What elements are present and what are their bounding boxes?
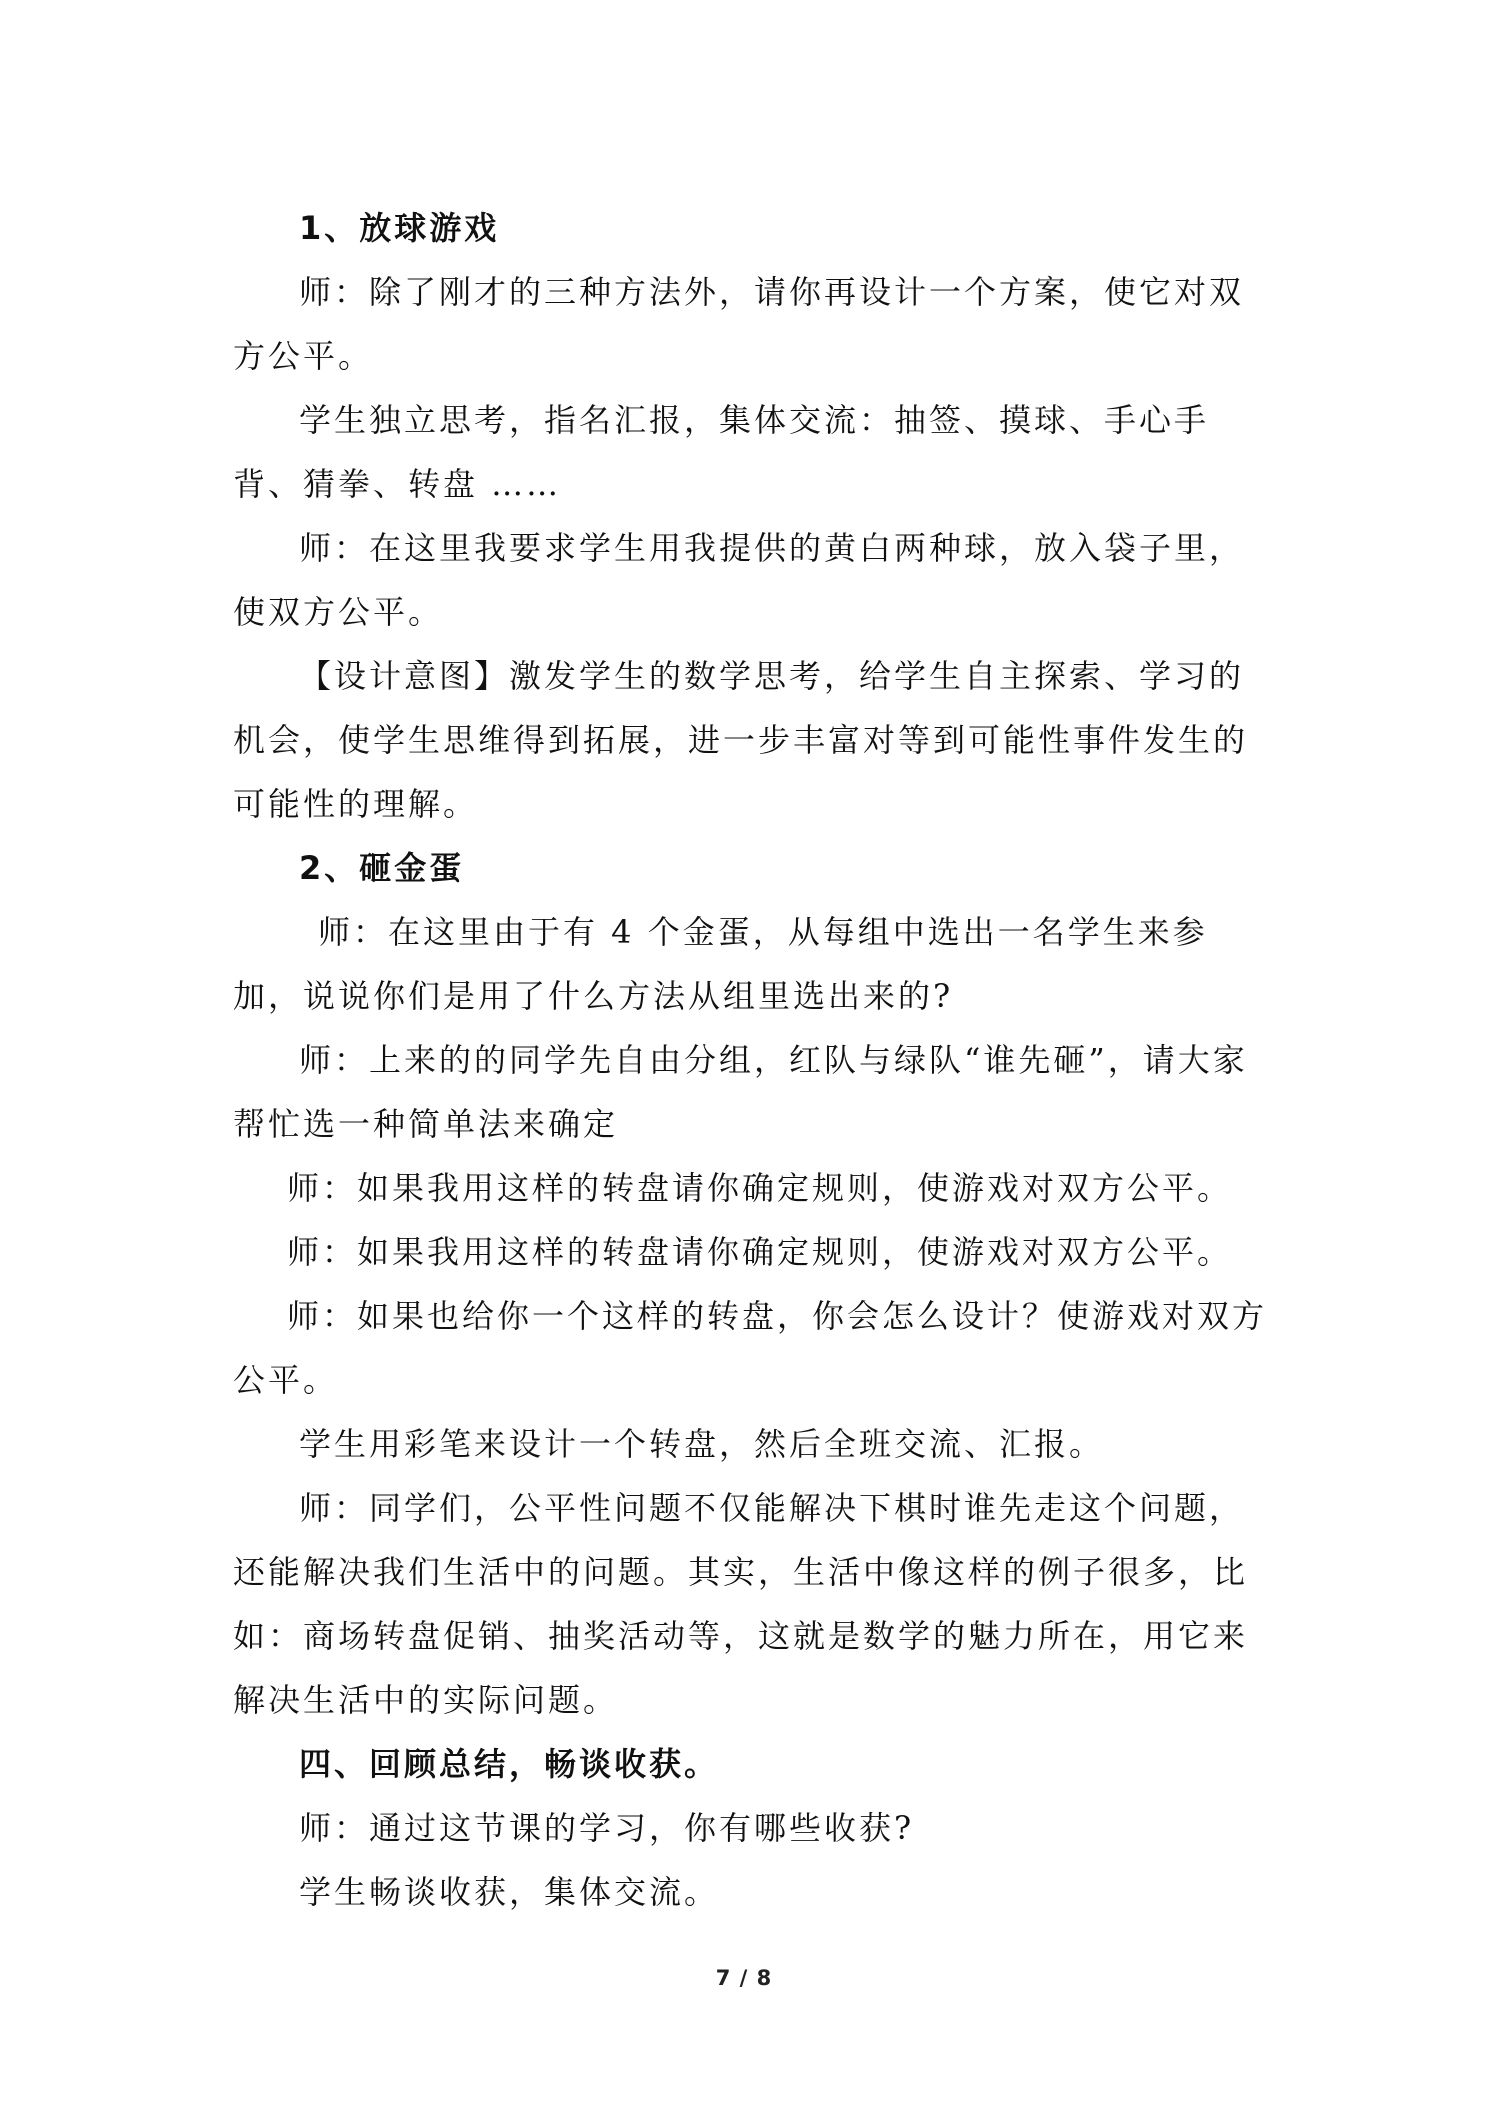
paragraph: 学生用彩笔来设计一个转盘，然后全班交流、汇报。 — [299, 1425, 1105, 1463]
document-body — [233, 196, 1273, 1924]
paragraph: 师：通过这节课的学习，你有哪些收获? — [299, 1809, 915, 1847]
page-number: 7 / 8 — [715, 1966, 773, 1990]
paragraph: 师：同学们，公平性问题不仅能解决下棋时谁先走这个问题，还能解决我们生活中的问题。其实，生活中像这样的例子很多，比如：商场转盘促销、抽奖活动等，这就是数学的魅力所在，用它来解决生活中的实际问题。 — [233, 1489, 1249, 1719]
paragraph: 学生独立思考，指名汇报，集体交流：抽签、摸球、手心手背、猜拳、转盘 …… — [233, 401, 1210, 503]
section-heading-golden-egg: 2、砸金蛋 — [299, 849, 465, 887]
section-heading-summary: 四、回顾总结，畅谈收获。 — [299, 1745, 720, 1783]
paragraph: 师：如果我用这样的转盘请你确定规则，使游戏对双方公平。 — [287, 1233, 1233, 1271]
paragraph: 师：如果我用这样的转盘请你确定规则，使游戏对双方公平。 — [287, 1169, 1233, 1207]
paragraph: 师：在这里我要求学生用我提供的黄白两种球，放入袋子里，使双方公平。 — [233, 529, 1245, 631]
paragraph: 师：如果也给你一个这样的转盘，你会怎么设计？使游戏对双方公平。 — [233, 1297, 1268, 1399]
paragraph: 师：在这里由于有 4 个金蛋，从每组中选出一名学生来参加，说说你们是用了什么方法从组里选出来的? — [233, 913, 1208, 1015]
paragraph: 师：除了刚才的三种方法外，请你再设计一个方案，使它对双方公平。 — [233, 273, 1245, 375]
design-intent-paragraph: 【设计意图】激发学生的数学思考，给学生自主探索、学习的机会，使学生思维得到拓展，进一步丰富对等到可能性事件发生的可能性的理解。 — [233, 657, 1249, 823]
section-heading-ball-game: 1、放球游戏 — [299, 209, 500, 247]
paragraph: 师：上来的的同学先自由分组，红队与绿队“谁先砸”，请大家帮忙选一种简单法来确定 — [233, 1041, 1248, 1143]
paragraph: 学生畅谈收获，集体交流。 — [299, 1873, 720, 1911]
